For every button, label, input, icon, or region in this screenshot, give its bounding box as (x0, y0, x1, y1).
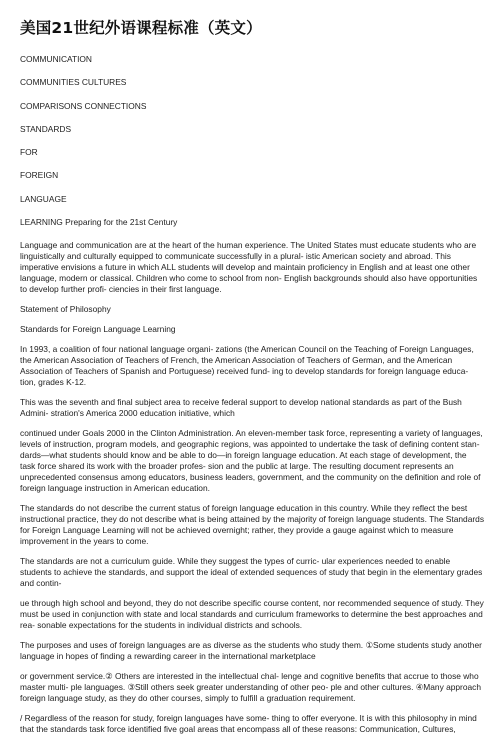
paragraph: The standards do not describe the current status of foreign language education in this country. While they reflect the best instructional practice, they do not describe what is being attained by the majority of foreign language students. The Standards for Foreign Language Learning will not be achieved overnight; rather, they provide a gauge against which to measure improvement in the years to come. (20, 503, 485, 547)
heading-line: FOREIGN (20, 170, 59, 181)
section-heading-standards: Standards for Foreign Language Learning (20, 324, 176, 335)
heading-line: LANGUAGE (20, 193, 67, 204)
paragraph-intro: Language and communication are at the heart of the human experience. The United States must educate students who are linguistically and culturally equipped to communicate successfully in a plural- istic American society and abroad. This imperative envisions a future in which ALL students will develop and maintain proficiency in English and at least one other language, modern or classical. Children who come to school from non- English backgrounds should also have opportunities to develop further profi- ciencies in their first language. (20, 240, 478, 295)
paragraph: or government service.② Others are interested in the intellectual chal- lenge and cognitive benefits that accrue to those who master multi- ple languages. ③Still others seek greater understanding of other peo- ple and other cultures. ④Many approach foreign language study, as they do other courses, simply to fulfill a graduation requirement. (20, 671, 482, 704)
heading-line: COMMUNITIES CULTURES (20, 77, 127, 88)
heading-line: STANDARDS (20, 123, 72, 134)
document-title: 美国21世纪外语课程标准（英文） (20, 19, 262, 37)
paragraph: This was the seventh and final subject area to receive federal support to develop national standards as part of the Bush Admini- stration's America 2000 education initiative, which (20, 397, 462, 419)
body-text (20, 240, 484, 735)
heading-line: FOR (20, 147, 38, 158)
paragraph: continued under Goals 2000 in the Clinton Administration. An eleven-member task force, representing a variety of languages, levels of instruction, program models, and geographic regions, was appointed to undertake the task of defining content stan- dards—what students should know and be able to do—in foreign language education. At each stage of development, the task force shared its work with the broader profes- sion and the public at large. The resulting document represents an unprecedented consensus among educators, business leaders, government, and the community on the definition and role of foreign language instruction in American education. (20, 428, 483, 494)
paragraph: / Regardless of the reason for study, foreign languages have some- thing to offer everyone. It is with this philosophy in mind that the standards task force identified five goal areas that encompass all of these reasons: Communication, Cultures, (20, 713, 477, 735)
heading-list (20, 54, 484, 228)
section-heading-philosophy: Statement of Philosophy (20, 304, 111, 315)
paragraph: The purposes and uses of foreign languages are as diverse as the students who study them. ①Some students study another language in hopes of finding a rewarding career in the international marketplace (20, 640, 482, 662)
heading-line: COMPARISONS CONNECTIONS (20, 100, 147, 111)
paragraph: The standards are not a curriculum guide. While they suggest the types of curric- ular experiences needed to enable students to achieve the standards, and support the ideal of extended sequences of study that begin in the elementary grades and contin- (20, 556, 483, 589)
heading-line: COMMUNICATION (20, 54, 92, 64)
heading-line: LEARNING Preparing for the 21st Century (20, 217, 178, 228)
paragraph: ue through high school and beyond, they do not describe specific course content, nor recommended sequence of study. They must be used in conjunction with state and local standards and curriculum frameworks to determine the best approaches and rea- sonable expectations for the students in individual districts and schools. (20, 598, 484, 631)
paragraph: In 1993, a coalition of four national language organi- zations (the American Council on the Teaching of Foreign Languages, the American Association of Teachers of French, the American Association of Teachers of German, and the American Association of Teachers of Spanish and Portuguese) received fund- ing to develop standards for foreign language educa- tion, grades K-12. (20, 344, 474, 388)
